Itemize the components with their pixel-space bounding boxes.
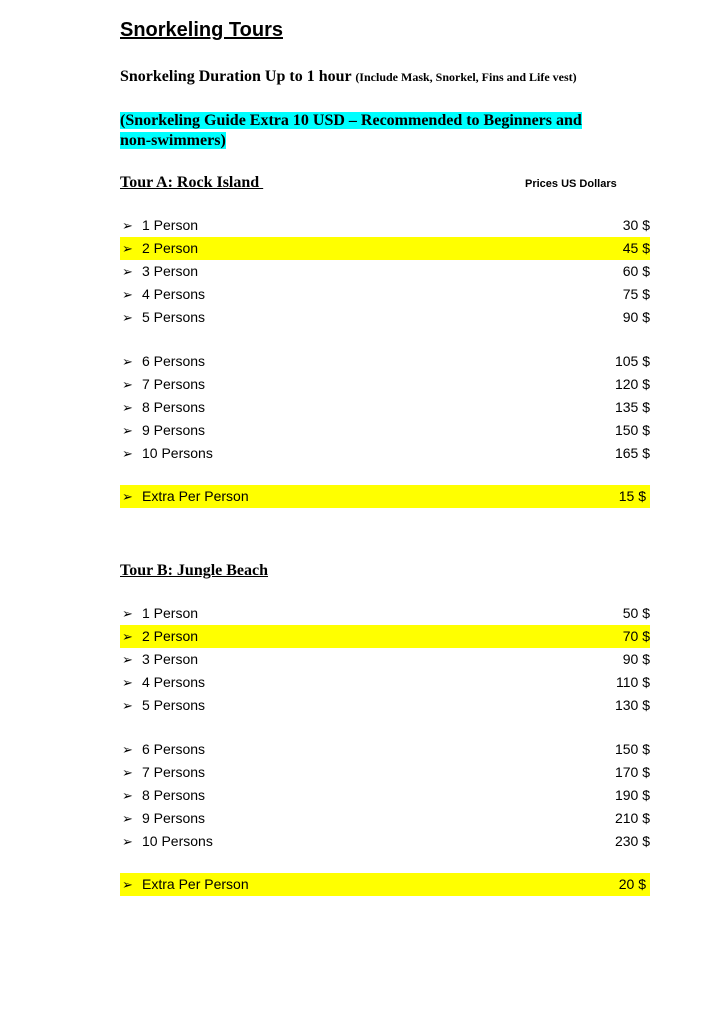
duration-line	[120, 68, 577, 86]
row-label: 8 Persons	[142, 787, 206, 803]
price-row	[120, 602, 650, 625]
row-price: 190 $	[614, 787, 650, 803]
price-row	[120, 350, 650, 373]
row-label: 1 Person	[142, 217, 199, 233]
row-label: 3 Person	[142, 263, 199, 279]
price-row	[120, 761, 650, 784]
row-price: 90 $	[622, 309, 650, 325]
row-price: 70 $	[622, 628, 650, 644]
bullet-arrow-icon: ➢	[122, 241, 133, 256]
row-price: 50 $	[622, 605, 650, 621]
bullet-arrow-icon: ➢	[122, 811, 133, 826]
row-price: 110 $	[616, 674, 650, 690]
price-row	[120, 419, 650, 442]
row-label: 10 Persons	[142, 833, 213, 849]
bullet-arrow-icon: ➢	[122, 675, 133, 690]
row-label: 2 Person	[142, 628, 199, 644]
price-row	[120, 694, 650, 717]
bullet-arrow-icon: ➢	[122, 765, 133, 780]
bullet-arrow-icon: ➢	[122, 446, 133, 461]
row-price: 230 $	[614, 833, 650, 849]
bullet-arrow-icon: ➢	[122, 788, 133, 803]
row-price: 15 $	[618, 488, 646, 504]
row-label: 2 Person	[142, 240, 199, 256]
row-label: Extra Per Person	[142, 488, 249, 504]
price-row	[120, 373, 650, 396]
row-price: 170 $	[614, 764, 650, 780]
row-price: 130 $	[614, 697, 650, 713]
row-label: 3 Person	[142, 651, 199, 667]
row-price: 30 $	[622, 217, 650, 233]
price-row	[120, 396, 650, 419]
bullet-arrow-icon: ➢	[122, 606, 133, 621]
bullet-arrow-icon: ➢	[122, 629, 133, 644]
row-label: 8 Persons	[142, 399, 206, 415]
price-row	[120, 648, 650, 671]
price-row	[120, 671, 650, 694]
row-label: 6 Persons	[142, 353, 206, 369]
duration-includes: (Include Mask, Snorkel, Fins and Life vest)	[355, 70, 577, 84]
bullet-arrow-icon: ➢	[122, 877, 133, 892]
bullet-arrow-icon: ➢	[122, 834, 133, 849]
bullet-arrow-icon: ➢	[122, 377, 133, 392]
row-price: 165 $	[614, 445, 650, 461]
bullet-arrow-icon: ➢	[122, 400, 133, 415]
guide-note	[120, 111, 615, 151]
row-price: 45 $	[622, 240, 650, 256]
price-row	[120, 738, 650, 761]
guide-note-text: (Snorkeling Guide Extra 10 USD – Recommended to Beginners and non-swimmers)	[120, 112, 582, 149]
price-row	[120, 442, 650, 465]
row-label: 7 Persons	[142, 376, 206, 392]
price-row	[120, 625, 650, 648]
prices-header: Prices US Dollars	[525, 178, 617, 190]
tour-a-title: Tour A: Rock Island	[120, 174, 264, 191]
price-row	[120, 283, 650, 306]
row-label: 6 Persons	[142, 741, 206, 757]
price-row	[120, 237, 650, 260]
duration-text: Snorkeling Duration Up to 1 hour	[120, 68, 352, 85]
bullet-arrow-icon: ➢	[122, 423, 133, 438]
row-price: 120 $	[614, 376, 650, 392]
row-price: 150 $	[614, 422, 650, 438]
row-label: 9 Persons	[142, 810, 206, 826]
bullet-arrow-icon: ➢	[122, 698, 133, 713]
bullet-arrow-icon: ➢	[122, 742, 133, 757]
row-price: 150 $	[614, 741, 650, 757]
row-price: 75 $	[622, 286, 650, 302]
row-price: 60 $	[622, 263, 650, 279]
row-label: 4 Persons	[142, 286, 206, 302]
row-price: 90 $	[622, 651, 650, 667]
row-price: 210 $	[614, 810, 650, 826]
price-row	[120, 830, 650, 853]
row-label: 1 Person	[142, 605, 199, 621]
bullet-arrow-icon: ➢	[122, 489, 133, 504]
price-row	[120, 807, 650, 830]
row-price: 20 $	[618, 876, 646, 892]
row-label: 4 Persons	[142, 674, 206, 690]
row-label: 5 Persons	[142, 697, 206, 713]
row-label: Extra Per Person	[142, 876, 249, 892]
bullet-arrow-icon: ➢	[122, 652, 133, 667]
bullet-arrow-icon: ➢	[122, 310, 133, 325]
row-price: 135 $	[614, 399, 650, 415]
row-label: 9 Persons	[142, 422, 206, 438]
extra-per-person-row	[120, 485, 650, 508]
price-row	[120, 306, 650, 329]
bullet-arrow-icon: ➢	[122, 354, 133, 369]
price-row	[120, 214, 650, 237]
extra-per-person-row	[120, 873, 650, 896]
row-label: 7 Persons	[142, 764, 206, 780]
tour-b-title: Tour B: Jungle Beach	[120, 562, 269, 579]
row-label: 10 Persons	[142, 445, 213, 461]
price-row	[120, 784, 650, 807]
bullet-arrow-icon: ➢	[122, 264, 133, 279]
bullet-arrow-icon: ➢	[122, 287, 133, 302]
bullet-arrow-icon: ➢	[122, 218, 133, 233]
page-title: Snorkeling Tours	[120, 19, 283, 41]
row-price: 105 $	[614, 353, 650, 369]
row-label: 5 Persons	[142, 309, 206, 325]
price-row	[120, 260, 650, 283]
